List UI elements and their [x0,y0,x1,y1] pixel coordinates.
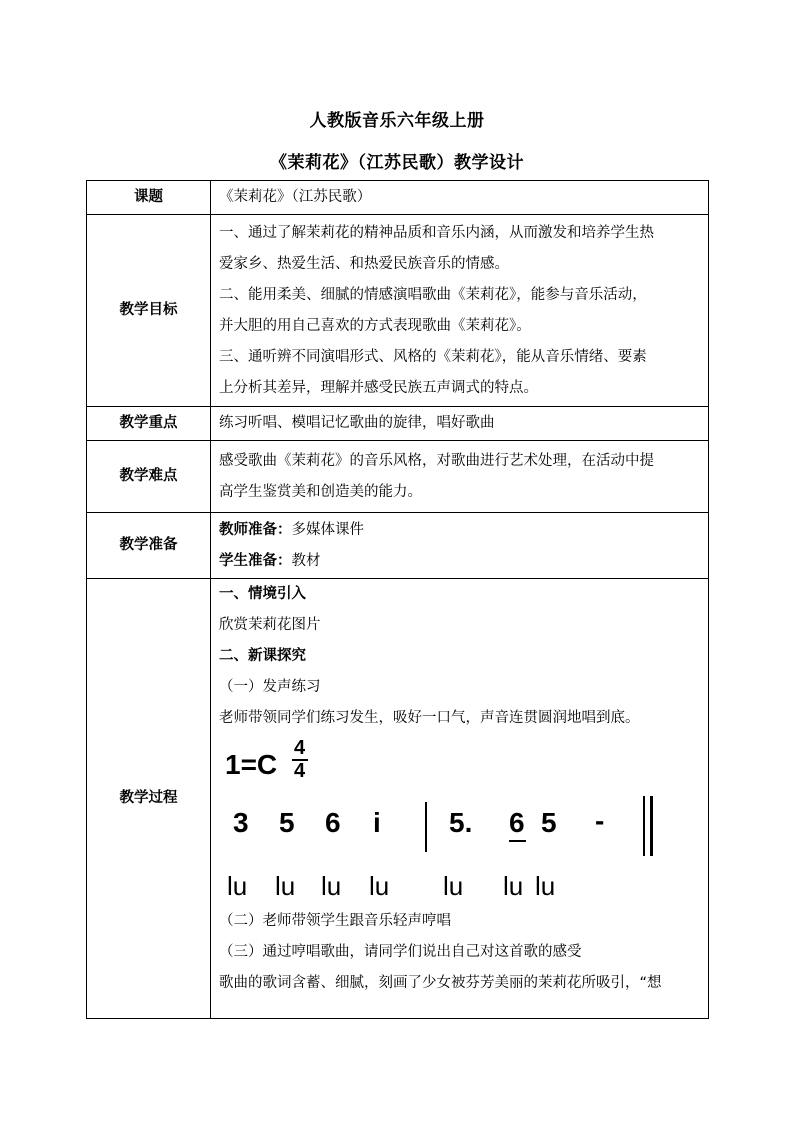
lyric: lu [443,871,464,901]
teacher-prep-label: 教师准备： [219,521,292,538]
difficulty-line: 感受歌曲《茉莉花》的音乐风格，对歌曲进行艺术处理，在活动中提 [219,452,654,469]
bar-line [425,802,427,852]
section-text: 欣赏茉莉花图片 [219,617,321,633]
subsection-heading: （二）老师带领学生跟音乐轻声哼唱 [219,913,451,929]
row-label-topic: 课题 [87,181,211,215]
row-label-key: 教学重点 [87,407,211,441]
goal-line: 爱家乡、热爱生活、和热爱民族音乐的情感。 [219,255,509,272]
jianpu-notation [219,737,702,906]
difficulty-line: 高学生鉴赏美和创造美的能力。 [219,483,422,500]
document-subtitle: 《茉莉花》（江苏民歌）教学设计 [270,153,524,173]
goals-content [211,215,709,407]
student-prep-value: 教材 [291,552,321,569]
lyric: lu [321,871,342,901]
goal-line: 一、通过了解茉莉花的精神品质和音乐内涵，从而激发和培养学生热 [219,224,654,241]
row-label-prep: 教学准备 [87,513,211,579]
prep-content [211,513,709,579]
row-label-process: 教学过程 [87,579,211,1019]
lyric: lu [535,871,556,901]
lyric: lu [369,871,390,901]
table-row [87,441,709,513]
goal-line: 并大胆的用自己喜欢的方式表现歌曲《茉莉花》。 [219,317,531,334]
underline-mark [509,840,526,842]
table-row [87,181,709,215]
table-row [87,407,709,441]
section-heading: 一、情境引入 [219,586,306,602]
topic-content: 《茉莉花》（江苏民歌） [211,181,709,215]
time-signature-top: 4 [294,737,306,759]
row-label-difficulty: 教学难点 [87,441,211,513]
lesson-plan-table [86,180,709,1019]
document-title: 人教版音乐六年级上册 [309,111,485,131]
end-bar-thick [650,796,653,856]
time-signature-bottom: 4 [294,760,306,782]
row-label-goals: 教学目标 [87,215,211,407]
lyric: lu [227,871,248,901]
dash: - [595,805,605,836]
key-content: 练习听唱、模唱记忆歌曲的旋律，唱好歌曲 [211,407,709,441]
table-row [87,513,709,579]
lyric: lu [275,871,296,901]
lyric: lu [503,871,524,901]
teacher-prep-value: 多媒体课件 [291,521,364,538]
process-content [211,579,709,1019]
section-heading: 二、新课探究 [219,648,306,664]
section-text: 老师带领同学们练习发生，吸好一口气，声音连贯圆润地唱到底。 [219,710,640,726]
student-prep-label: 学生准备： [219,552,292,569]
note-dotted: 5. [449,807,473,838]
section-text: 歌曲的歌词含蓄、细腻，刻画了少女被芬芳美丽的茉莉花所吸引，“想 [219,975,662,991]
note-high: i [373,807,381,838]
note: 6 [325,807,341,838]
key-signature: 1=C [225,749,278,780]
goal-line: 三、通听辨不同演唱形式、风格的《茉莉花》，能从音乐情绪、要素 [219,348,647,365]
goal-line: 上分析其差异，理解并感受民族五声调式的特点。 [219,379,538,396]
goal-line: 二、能用柔美、细腻的情感演唱歌曲《茉莉花》，能参与音乐活动， [219,286,647,303]
note-eighth: 6 [509,807,525,838]
note: 3 [233,807,249,838]
difficulty-content [211,441,709,513]
note: 5 [279,807,295,838]
note: 5 [541,807,557,838]
teacher-prep [219,515,702,546]
table-row [87,215,709,407]
student-prep [219,546,702,577]
table-row [87,579,709,1019]
end-bar-thin [643,796,645,856]
subsection-heading: （三）通过哼唱歌曲，请同学们说出自己对这首歌的感受 [219,944,582,960]
subsection-heading: （一）发声练习 [219,679,321,695]
